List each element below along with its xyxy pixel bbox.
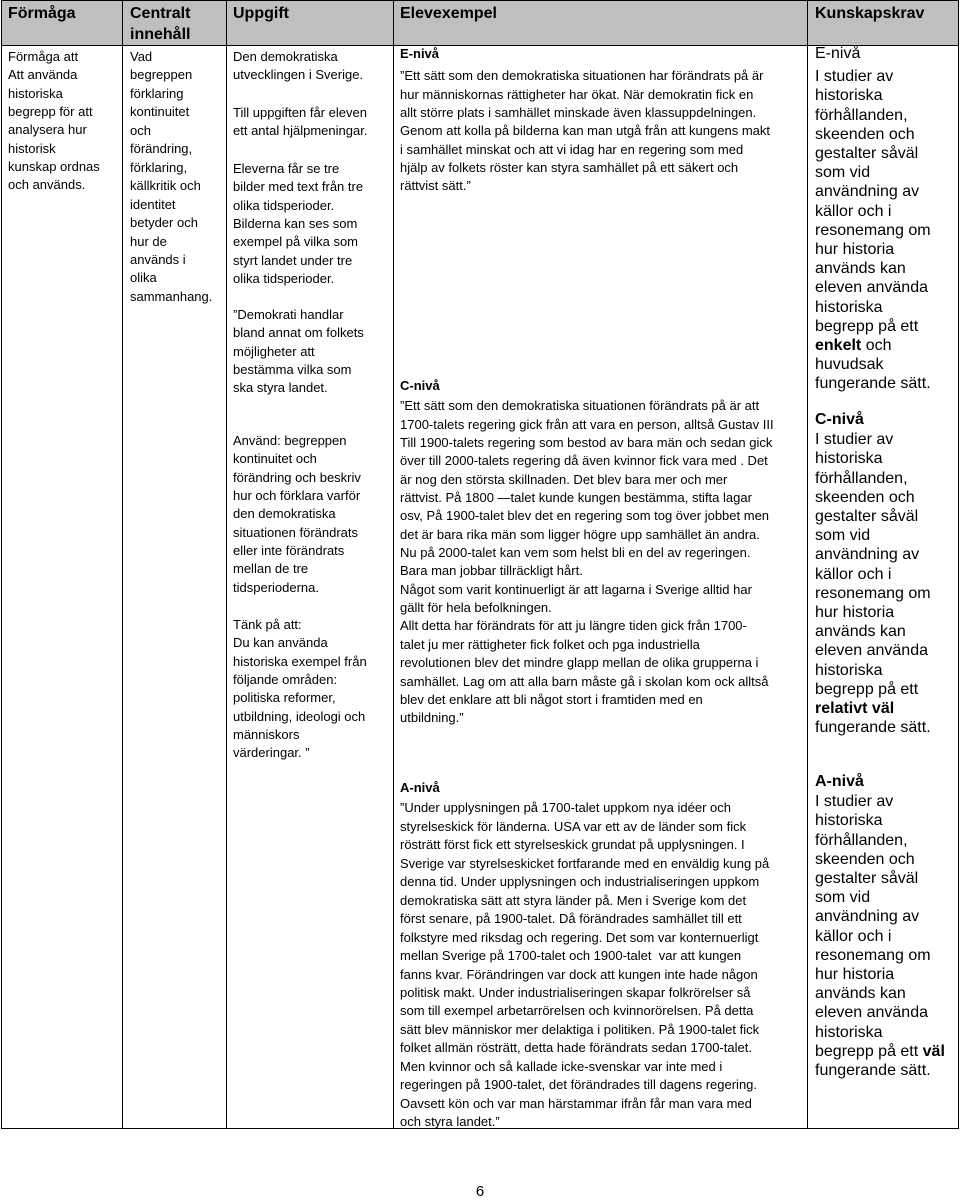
kunskapskrav-e-level: E-nivå: [815, 45, 861, 62]
elevexempel-a-text: ”Under upplysningen på 1700-talet uppkom nya idéer och styrelseskick för länderna. USA var ett av de länder som fick rösträtt först fick ett styrelseskick grundat på upplysningen. I Sverige var styrelseskicket fortfarande med en enväldig kung på denna tid. Under upplysningen och industrialiseringen uppkom demokratiska sätt att styra länder på. Men i Sverige kom det först senare, på 1900-talet. Då förändrades samhället till ett folkstyre med riksdag och regering. Det som var konternuerligt mellan Sverige på 1700-talet och 1900-talet var att kungen fanns kvar. Förändringen var dock att kungen inte hade någon politisk makt. Under industrialiseringen skapar folkrörelser så som till exempel arbetarrörelsen och kvinnorörelsen. På detta sätt blev människor mer delaktiga i politiken. På 1900-talet fick folket allmän rösträtt, detta hade förändrats sedan 1700-talet. Men kvinnor och så kallade icke-svenskar var inte med i regeringen på 1900-talet, det förändrades till dagens regering. Oavsett kön och var man härstammar ifrån får man vara med och styra landet.”: [400, 800, 770, 1130]
kunskapskrav-c-text: [815, 430, 955, 737]
elevexempel-e-level: E-nivå: [400, 46, 440, 61]
formaga-text: Förmåga att Att använda historiska begrepp för att analysera hur historisk kunskap ordnas och används.: [8, 49, 100, 193]
kunskapskrav-e-text-start: I studier av historiska förhållanden, skeenden och gestalter såväl som vid användning av källor och i resonemang om hur historia används kan eleven använda historiska begrepp på ett: [815, 68, 931, 335]
header-centralt-innehall: Centralt innehåll: [130, 5, 191, 43]
uppgift-instruction-paragraph: Använd: begreppen kontinuitet och förändring och beskriv hur och förklara varför den demokratiska situationen förändrats eller inte förändrats mellan de tre tidsperioderna.: [233, 433, 361, 595]
column-divider: [807, 0, 808, 1129]
kunskapskrav-c-level: C-nivå: [815, 411, 864, 428]
kunskapskrav-e-text-end: och huvudsak fungerande sätt.: [815, 337, 931, 393]
column-divider: [122, 0, 123, 1129]
kunskapskrav-c-emphasis: relativt väl: [815, 700, 895, 718]
elevexempel-e: [400, 45, 800, 196]
header-elevexempel: Elevexempel: [400, 5, 497, 22]
page-number: 6: [475, 1183, 485, 1200]
kunskapskrav-a-emphasis: väl: [922, 1042, 945, 1060]
kunskapskrav-c: [815, 410, 955, 737]
kunskapskrav-e-emphasis: enkelt: [815, 337, 862, 355]
elevexempel-c-text: ”Ett sätt som den demokratiska situationen förändrats på är att 1700-talets regering gick från att vara en person, alltså Gustav III Till 1900-talets regering som bestod av bara män och sedan gick över till 2000-talets regering då även kvinnor fick vara med . Det är nog den största skillnaden. Det blev bara mer och mer rättvist. På 1800 —talet kunde kungen bestämma, stifta lagar osv, På 1900-talet blev det en regering som tog över jobbet men det är bara rika män som ligger högre upp samhället än andra. Nu på 2000-talet kan vem som helst bli en del av regeringen. Bara man jobbar tillräckligt hårt. Något som varit kontinuerligt är att lagarna i Sverige alltid har gällt för hela befolkningen. Allt detta har förändrats för att ju längre tiden gick från 1700- talet ju mer rättigheter fick folket och pga industriella revolutionen blev det mindre glapp mellan de olika grupperna i samhället. Lag om att alla barn måste gå i skolan kom ock alltså blev det enklare att bli något stort i framtiden med en utbildning.”: [400, 398, 774, 726]
elevexempel-e-text: ”Ett sätt som den demokratiska situationen har förändrats på är hur människornas rättigheter har ökat. När demokratin fick en allt större plats i samhället minskade även klassuppdelningen. Genom att kolla på bilderna kan man utgå från att kungens makt i samhället minskat och att vi idag har en regering som med hjälp av folkets röster kan styra samhället på ett säkert och rättvist sätt.”: [400, 68, 770, 194]
kunskapskrav-a: [815, 772, 955, 1080]
kunskapskrav-a-text: [815, 792, 955, 1080]
elevexempel-c-level: C-nivå: [400, 378, 440, 393]
elevexempel-c: [400, 377, 800, 728]
column-divider: [393, 0, 394, 1129]
kunskapskrav-c-text-start: I studier av historiska förhållanden, skeenden och gestalter såväl som vid användning av källor och i resonemang om hur historia används kan eleven använda historiska begrepp på ett: [815, 431, 931, 698]
elevexempel-a: [400, 779, 800, 1132]
uppgift-paragraph: Den demokratiska utvecklingen i Sverige.: [233, 49, 364, 83]
uppgift-quote-paragraph: ”Demokrati handlar bland annat om folkets möjligheter att bestämma vilka som ska styra landet.: [233, 307, 364, 396]
kunskapskrav-a-text-end: fungerande sätt.: [815, 1062, 931, 1080]
uppgift-paragraph: Till uppgiften får eleven ett antal hjälpmeningar.: [233, 105, 368, 139]
kunskapskrav-e: [815, 44, 955, 394]
header-kunskapskrav: Kunskapskrav: [815, 5, 925, 22]
kunskapskrav-c-text-end: fungerande sätt.: [815, 719, 931, 737]
kunskapskrav-a-level: A-nivå: [815, 773, 864, 790]
column-divider: [226, 0, 227, 1129]
kunskapskrav-e-text: [815, 67, 955, 393]
elevexempel-a-level: A-nivå: [400, 780, 440, 795]
centralt-innehall-text: Vad begreppen förklaring kontinuitet och förändring, förklaring, källkritik och identitet betyder och hur de används i olika sammanhang.: [130, 49, 213, 304]
kunskapskrav-a-text-start: I studier av historiska förhållanden, skeenden och gestalter såväl som vid användning av källor och i resonemang om hur historia används kan eleven använda historiska begrepp på ett: [815, 793, 931, 1060]
header-formaga: Förmåga: [8, 5, 76, 22]
uppgift-paragraph: Eleverna får se tre bilder med text från tre olika tidsperioder. Bilderna kan ses som exempel på vilka som styrt landet under tre olika tidsperioder.: [233, 161, 364, 287]
header-uppgift: Uppgift: [233, 5, 289, 22]
uppgift-tips-paragraph: Tänk på att: Du kan använda historiska exempel från följande områden: politiska reformer, utbildning, ideologi och människors värderingar. ”: [233, 617, 367, 761]
